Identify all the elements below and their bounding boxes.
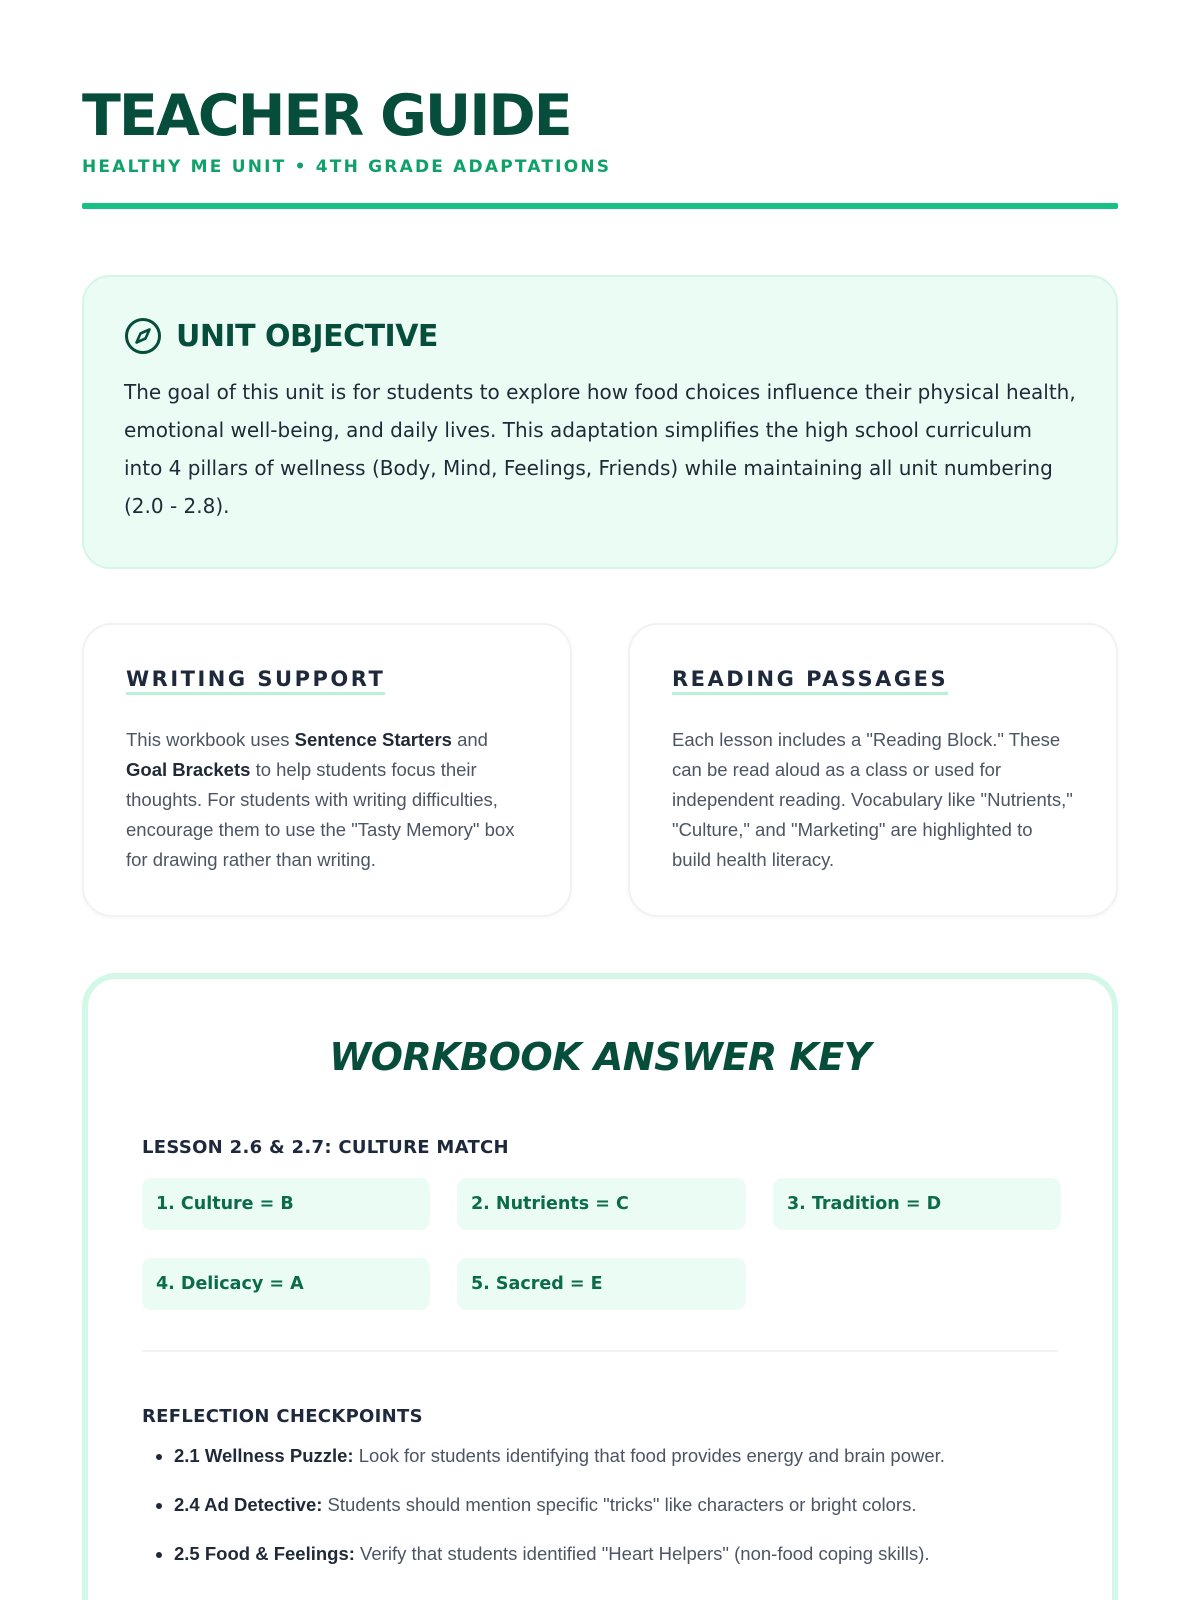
reading-passages-title: READING PASSAGES	[672, 667, 948, 695]
support-cards	[82, 623, 1118, 917]
writing-support-text	[126, 725, 530, 875]
reading-passages-card	[628, 623, 1118, 917]
reading-passages-text: Each lesson includes a "Reading Block." These can be read aloud as a class or used for independent reading. Vocabulary like "Nutrients," "Culture," and "Marketing" are highlighted to build health literacy.	[672, 729, 1073, 870]
culture-match-label: LESSON 2.6 & 2.7: CULTURE MATCH	[142, 1137, 509, 1158]
page-title: TEACHER GUIDE	[82, 83, 571, 149]
answer-key-panel	[82, 973, 1118, 1600]
sentence-starters-term: Sentence Starters	[294, 729, 452, 750]
answer-key-title: WORKBOOK ANSWER KEY	[329, 1035, 871, 1079]
checkpoint-text: Look for students identifying that food provides energy and brain power.	[353, 1445, 945, 1466]
culture-match-answer: 5. Sacred = E	[457, 1258, 746, 1310]
unit-objective-panel	[82, 275, 1118, 569]
page-header	[82, 0, 1118, 209]
goal-brackets-term: Goal Brackets	[126, 759, 251, 780]
culture-match-answer: 4. Delicacy = A	[142, 1258, 430, 1310]
checkpoint-text: Students should mention specific "tricks" like characters or bright colors.	[322, 1494, 917, 1515]
culture-match-answer: 2. Nutrients = C	[457, 1178, 746, 1230]
compass-icon	[124, 317, 162, 355]
writing-support-text-part: This workbook uses	[126, 729, 295, 750]
checkpoint-lead: 2.4 Ad Detective:	[174, 1494, 323, 1515]
checkpoint-lead: 2.1 Wellness Puzzle:	[174, 1445, 354, 1466]
list-item	[174, 1492, 1058, 1518]
writing-support-text-part: and	[451, 729, 488, 750]
reflection-checkpoints-list	[142, 1443, 1058, 1567]
unit-objective-heading	[124, 317, 1076, 355]
writing-support-title: WRITING SUPPORT	[126, 667, 385, 695]
writing-support-card	[82, 623, 572, 917]
culture-match-answer: 3. Tradition = D	[773, 1178, 1061, 1230]
unit-objective-title: UNIT OBJECTIVE	[176, 318, 438, 354]
culture-match-grid	[142, 1178, 1058, 1310]
page-subtitle: HEALTHY ME UNIT • 4TH GRADE ADAPTATIONS	[82, 157, 612, 177]
checkpoint-lead: 2.5 Food & Feelings:	[174, 1543, 355, 1564]
checkpoint-text: Verify that students identified "Heart Helpers" (non-food coping skills).	[354, 1543, 930, 1564]
culture-match-answer: 1. Culture = B	[142, 1178, 430, 1230]
list-item	[174, 1541, 1058, 1567]
reflection-checkpoints-label: REFLECTION CHECKPOINTS	[142, 1406, 423, 1427]
list-item	[174, 1443, 1058, 1469]
section-divider	[142, 1350, 1058, 1352]
unit-objective-text: The goal of this unit is for students to explore how food choices influence their physical health, emotional well-being, and daily lives. This adaptation simplifies the high school curriculum into 4 pillars of wellness (Body, Mind, Feelings, Friends) while maintaining all unit numbering (2.0 - 2.8).	[124, 380, 1076, 518]
header-divider	[82, 203, 1118, 209]
writing-support-text-part: to help students focus their thoughts. For students with writing difficulties, encourage them to use the "Tasty Memory" box for drawing rather than writing.	[126, 759, 515, 870]
